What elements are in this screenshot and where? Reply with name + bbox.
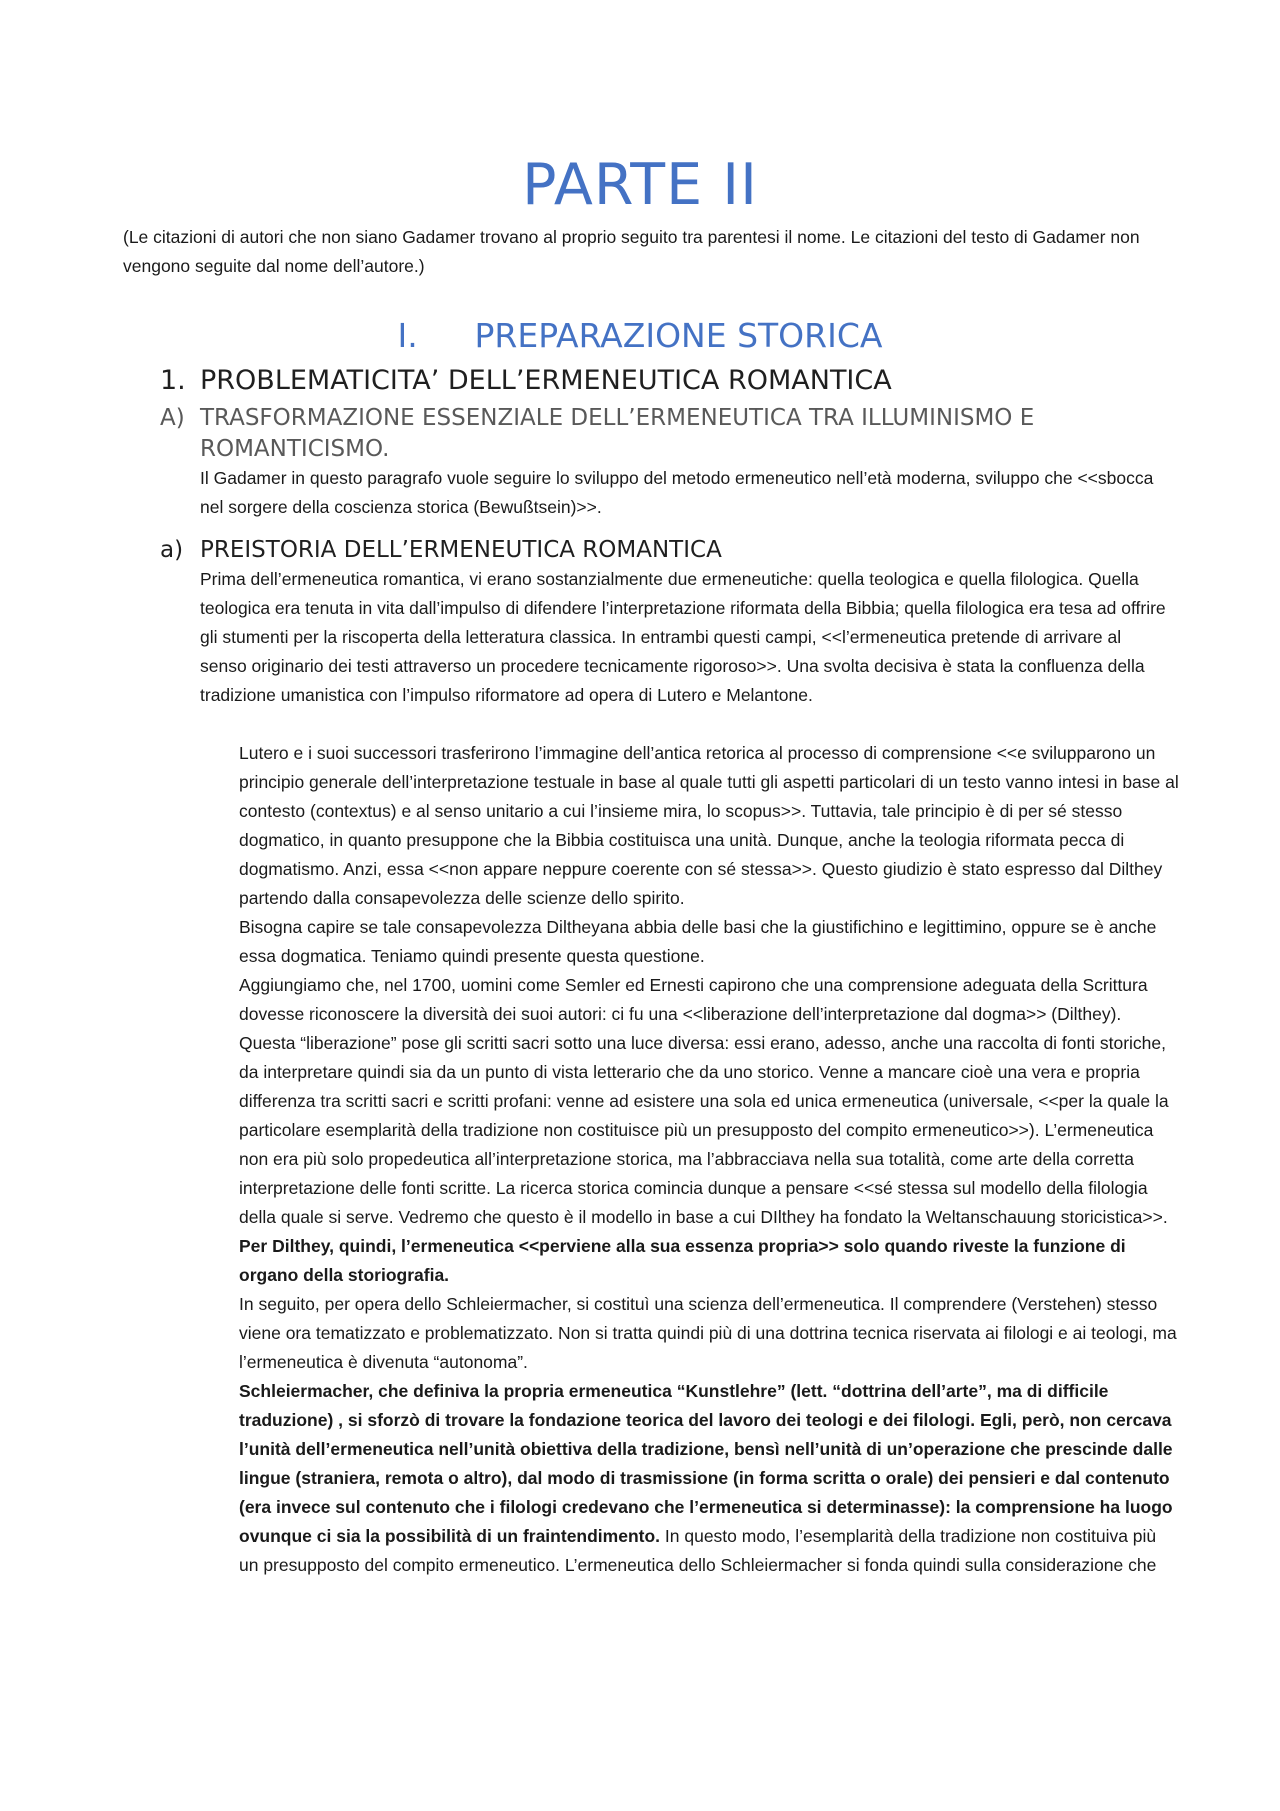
subsubsection-title: PREISTORIA DELL’ERMENEUTICA ROMANTICA (200, 537, 722, 563)
citation-note: (Le citazioni di autori che non siano Gadamer trovano al proprio seguito tra parentesi il nome. Le citazioni del testo di Gadamer non vengono seguite dal nome dell’autore.) (123, 227, 1140, 276)
luther-paragraph: Lutero e i suoi successori trasferirono l’immagine dell’antica retorica al processo di comprensione <<e svilupparono un principio generale dell’interpretazione testuale in base al quale tutti gli aspetti particolari di un testo vanno intesi in base al contesto (contextus) e al senso unitario a cui l’insieme mira, lo scopus>>. Tuttavia, tale principio è di per sé stesso dogmatico, in quanto presuppone che la Bibbia costituisca una unità. Dunque, anche la teologia riformata pecca di dogmatismo. Anzi, essa <<non appare neppure coerente con sé stessa>>. Questo giudizio è stato espresso dal Dilthey partendo dalla consapevolezza delle scienze dello spirito. (239, 743, 1179, 908)
chapter-title: PREPARAZIONE STORICA (474, 316, 883, 355)
subsubsection-heading (160, 534, 722, 566)
kunstlehre-bold-text: Schleiermacher, che definiva la propria ermeneutica “Kunstlehre” (lett. “dottrina dell’arte”, ma di difficile traduzione) , si sforzò di trovare la fondazione teorica del lavoro dei teologi e dei filologi. Egli, però, non cercava l’unità dell’ermeneutica nell’unità obiettiva della tradizione, bensì nell’unità di un’operazione che prescinde dalle lingue (straniera, remota o altro), dal modo di trasmissione (in forma scritta o orale) dei pensieri e dal contenuto (era invece sul contenuto che i filologi credevano che l’ermeneutica si determinasse): la comprensione ha luogo ovunque ci sia la possibilità di un fraintendimento. (239, 1381, 1173, 1546)
schleiermacher-paragraph: In seguito, per opera dello Schleiermacher, si costituì una scienza dell’ermeneutica. Il comprendere (Verstehen) stesso viene ora tematizzato e problematizzato. Non si tratta quindi più di una dottrina tecnica riservata ai filologi e ai teologi, ma l’ermeneutica è divenuta “autonoma”. (239, 1294, 1177, 1372)
section-heading (160, 362, 892, 400)
chapter-heading (0, 314, 1280, 358)
semler-paragraph: Aggiungiamo che, nel 1700, uomini come Semler ed Ernesti capirono che una comprensione adeguata della Scrittura dovesse riconoscere la diversità dei suoi autori: ci fu una <<liberazione dell’interpretazione dal dogma>> (Dilthey). Questa “liberazione” pose gli scritti sacri sotto una luce diversa: essi erano, adesso, anche una raccolta di fonti storiche, da interpretare quindi sia da un punto di vista letterario che da uno storico. Venne a mancare cioè una vera e propria differenza tra scritti sacri e scritti profani: venne ad esistere una sola ed unica ermeneutica (universale, <<per la quale la particolare esemplarità della tradizione non costituisce più un presupposto del compito ermeneutico>>). L’ermeneutica non era più solo propedeutica all’interpretazione storica, ma l’abbracciava nella sua totalità, come arte della corretta interpretazione delle fonti scritte. La ricerca storica comincia dunque a pensare <<sé stessa sul modello della filologia della quale si serve. Vedremo che questo è il modello in base a cui DIlthey ha fondato la Weltanschauung storicistica>>. (239, 975, 1169, 1227)
dilthey-bold-paragraph: Per Dilthey, quindi, l’ermeneutica <<perviene alla sua essenza propria>> solo quando riveste la funzione di organo della storiografia. (239, 1236, 1126, 1285)
kunstlehre-tail-text: In questo modo, l’esemplarità della tradizione non costituiva più un presupposto del compito ermeneutico. L’ermeneutica dello Schleiermacher si fonda quindi sulla considerazione che (239, 1526, 1157, 1575)
subsection-heading (160, 403, 1170, 465)
prehistory-paragraph: Prima dell’ermeneutica romantica, vi erano sostanzialmente due ermeneutiche: quella teologica e quella filologica. Quella teologica era tenuta in vita dall’impulso di difendere l’interpretazione riformata della Bibbia; quella filologica era tesa ad offrire gli stumenti per la riscoperta della letteratura classica. In entrambi questi campi, <<l’ermeneutica pretende di arrivare al senso originario dei testi attraverso un procedere tecnicamente rigoroso>>. Una svolta decisiva è stata la confluenza della tradizione umanistica con l’impulso riformatore ad opera di Lutero e Melantone. (200, 569, 1166, 705)
subsection-number: A) (160, 405, 185, 431)
kunstlehre-paragraph (239, 1377, 1179, 1580)
body-block (239, 739, 1179, 1580)
subsubsection-number: a) (160, 537, 184, 563)
section-title: PROBLEMATICITA’ DELL’ERMENEUTICA ROMANTICA (200, 365, 892, 396)
question-paragraph: Bisogna capire se tale consapevolezza Diltheyana abbia delle basi che la giustifichino e legittimino, oppure se è anche essa dogmatica. Teniamo quindi presente questa questione. (239, 917, 1157, 966)
intro-paragraph: Il Gadamer in questo paragrafo vuole seguire lo sviluppo del metodo ermeneutico nell’età moderna, sviluppo che <<sbocca nel sorgere della coscienza storica (Bewußtsein)>>. (200, 468, 1154, 517)
section-number: 1. (160, 365, 186, 396)
chapter-number: I. (397, 316, 418, 355)
subsection-title: TRASFORMAZIONE ESSENZIALE DELL’ERMENEUTICA TRA ILLUMINISMO E ROMANTICISMO. (200, 405, 1035, 462)
page-title: PARTE II (522, 152, 758, 218)
